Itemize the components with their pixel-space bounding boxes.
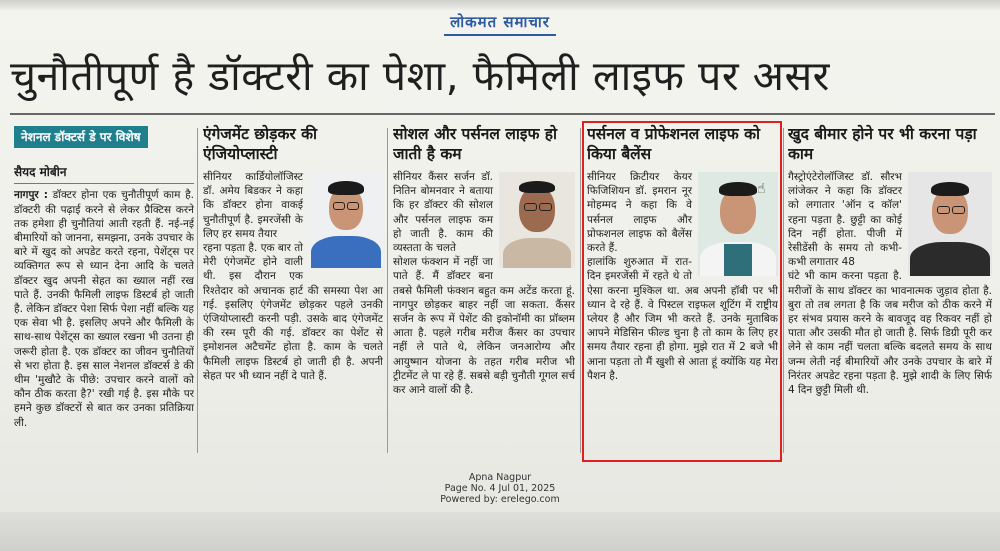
column-divider [783, 128, 784, 453]
article-intro: सीनियर कैंसर सर्जन डॉ. नितिन बोमनवार ने बताया कि हर डॉक्टर की सोशल और पर्सनल लाइफ कम हो जाती है. काम की व्यस्तता के चलते [393, 171, 493, 255]
article-intro: सीनियर कार्डियोलॉजिस्ट डॉ. अमेय बिडकर ने कहा कि डॉक्टर होना वाकई चुनौतीपूर्ण है. इमरजेंसी के लिए हर समय तैयार [203, 171, 303, 240]
article-body: हालांकि शुरुआत में रात-दिन इमरजेंसी में रहते थे तो ऐसा करना मुश्किल था. अब अपनी हॉबी पर भी ध्यान दे रहे हैं. वे पिस्टल राइफल शूटिंग में राष्ट्रीय प्लेयर है और जिम भी करते हैं. उनके मुताबिक आपने मेडिसिन फील्ड चुना है तो काम के लिए हर समय तैयार रहना ही होगा. मुझे रात में 2 बजे भी आना पड़ता तो मैं खुशी से आता हूं क्योंकि यह मेरा पैशन है. [587, 256, 778, 382]
footer-page-date: Page No. 4 Jul 01, 2025 [444, 483, 556, 494]
subheading: एंगेजमेंट छोड़कर की एंजियोप्लास्टी [203, 125, 318, 163]
column-divider [197, 128, 198, 453]
article-body: सोशल फंक्शन में नहीं जा पाते हैं. मैं डॉक्टर बना तबसे फैमिली फंक्शन बहुत कम अटेंड करता हूं. नागपुर छोड़कर बाहर नहीं जा सकता. कैंसर सर्जन के रूप में पेशेंट की इकोनॉमी का प्रॉब्लम आता है. पहले गरीब मरीज कैंसर का उपचार नहीं ले पाते थे, लेकिन जनआरोग्य और आयुष्मान योजना के तहत गरीब मरीज भी ट्रीटमेंट ले पा रहे हैं. सबसे बड़ी चुनौती गूगल सर्च कर आने वालों की है. [393, 256, 575, 397]
masthead [0, 12, 1000, 36]
article-intro: गैस्ट्रोएंटेरोलॉजिस्ट डॉ. सौरभ लांजेकर ने कहा कि डॉक्टर को लगातार 'ऑन द कॉल' रहना पड़ता है. छुट्टी का कोई दिन नहीं होता. पीजी में रेसीडेंसी के समय तो कभी-कभी लगातार 48 [788, 171, 902, 269]
column-bidkar [203, 124, 383, 464]
headline: चुनौतीपूर्ण है डॉक्टरी का पेशा, फैमिली लाइफ पर असर [10, 52, 830, 100]
page-footer [0, 472, 1000, 505]
column-bomanwar [393, 124, 575, 464]
article-body: रहना पड़ता है. एक बार तो मेरी एंगेजमेंट होने वाली थी. इस दौरान एक रिश्तेदार को अचानक हार्ट की समस्या पेश आ गई. इसलिए एंगेजमेंट छोड़कर पहले उनकी एंजियोप्लास्टी करनी पड़ी. उसके बाद एंगेजमेंट की रस्म पूरी की गई. डॉक्टर का पेशेंट से इमोशनल अटैचमेंट होता है. काम के चलते फैमिली लाइफ डिस्टर्ब हो जाती ही है. अपनी सेहत पर भी ध्यान नहीं दे पाते हैं. [203, 242, 383, 382]
doctor-photo-bidkar [309, 172, 383, 268]
subheading: खुद बीमार होने पर भी करना पड़ा काम [788, 125, 977, 163]
article-body: घंटे भी काम करना पड़ता है. मरीजों के साथ डॉक्टर का भावनात्मक जुड़ाव होता है. बुरा तो तब लगता है कि जब मरीज को ठीक करने में हर संभव प्रयास करने के बावजूद वह रिकवर नहीं हो पाता और उसकी मौत हो जाती है. सिर्फ डिग्री पूरी कर लेने से काम नहीं चलता बल्कि बदलते समय के साथ जन्म लेती नई बीमारियों और उनके उपचार के बारे में निरंतर अपडेट रहना पड़ता है. मुझे शादी के लिए सिर्फ 4 दिन छुट्टी मिली थी. [788, 270, 992, 397]
subheading: सोशल और पर्सनल लाइफ हो जाती है कम [393, 125, 558, 163]
special-badge: नेशनल डॉक्टर्स डे पर विशेष [14, 126, 148, 148]
paper-edge [0, 0, 1000, 10]
headline-rule [10, 113, 995, 115]
subheading: पर्सनल व प्रोफेशनल लाइफ को किया बैलेंस [587, 125, 761, 163]
footer-edition: Apna Nagpur [468, 472, 532, 483]
mouse-pointer-icon: ☝ [757, 181, 766, 197]
article-intro: सीनियर क्रिटीयर केयर फिजिशियन डॉ. इमरान नूर मोहम्मद ने कहा कि वे पर्सनल लाइफ और प्रोफशनल लाइफ को बैलेंस करते हैं. [587, 171, 692, 255]
footer-powered-by: Powered by: erelego.com [440, 494, 560, 505]
intro-text: डॉक्टर होना एक चुनौतीपूर्ण काम है. डॉक्टरी की पढ़ाई करने से लेकर प्रैक्टिस करने तक हमेशा ही चुनौतियां आती रहती हैं. नई-नई बीमारियों को जानना, समझना, उनके उपचार के बारे में खुद को अपडेट करते रहना, पेशेंट्स पर व्यक्तिगत रूप से ध्यान देना आदि के चलते डॉक्टर खुद अपनी सेहत का ख्याल नहीं रख पाते हैं. उनकी फैमिली लाइफ डिस्टर्ब हो जाती है. लेकिन डॉक्टर पेशा सिर्फ पेशा नहीं बल्कि यह एक सेवा भी है. इसलिए अपने और फैमिली के साथ-साथ पेशेंट्स का ख्याल रखना भी उतना ही जरूरी होता है. एक डॉक्टर का जीवन चुनौतियों से भरा होता है. इस साल नेशनल डॉक्टर्स डे की थीम 'मुखौटे के पीछे: उपचार करने वालों को कौन ठीक करता है?' रखी गई है. इस मौके पर हमने कुछ डॉक्टरों से बात कर उनका प्रतिक्रिया ली. [14, 189, 194, 429]
masthead-title: लोकमत समाचार [444, 12, 556, 36]
column-lanjekar [788, 124, 992, 464]
doctor-photo-lanjekar [908, 172, 992, 276]
bottom-margin [0, 512, 1000, 551]
dateline: नागपुर : [14, 189, 48, 202]
column-intro [14, 124, 194, 464]
doctor-photo-bomanwar [499, 172, 575, 268]
byline: सैयद मोबीन [14, 165, 194, 184]
column-divider [580, 128, 581, 453]
column-divider [387, 128, 388, 453]
intro-paragraph [14, 188, 194, 429]
highlight-box [582, 121, 782, 462]
